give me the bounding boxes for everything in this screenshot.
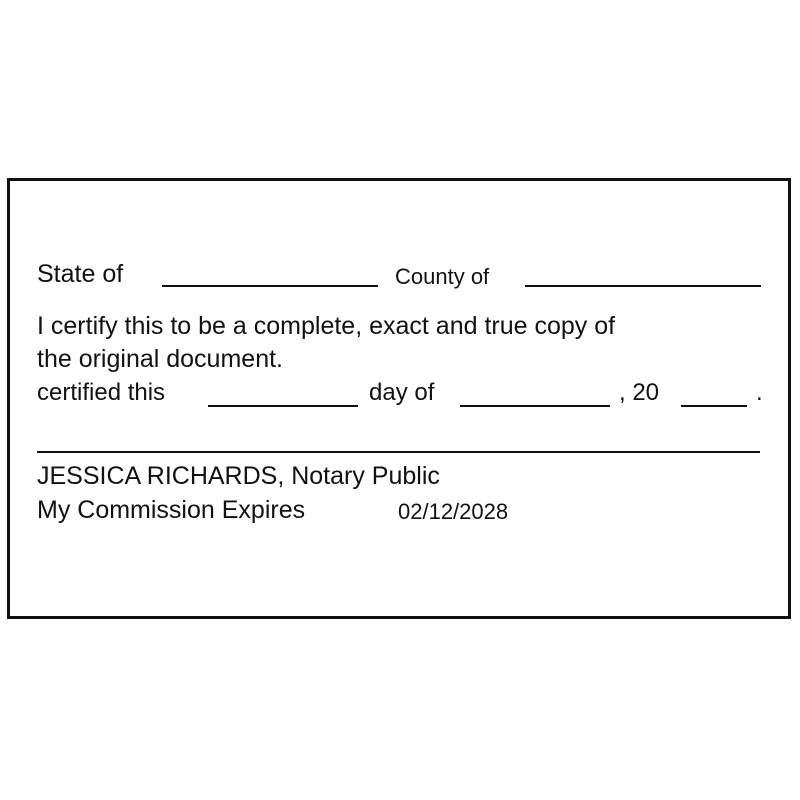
year-prefix: , 20	[619, 379, 660, 406]
commission-label: My Commission Expires	[37, 496, 306, 524]
certify-text-line-1: I certify this to be a complete, exact and true copy of	[37, 312, 616, 340]
notary-name: JESSICA RICHARDS, Notary Public	[37, 462, 440, 490]
notary-stamp	[7, 178, 791, 619]
period-mark: .	[756, 379, 763, 406]
county-label: County of	[395, 264, 490, 289]
state-blank	[162, 285, 378, 287]
month-blank	[460, 405, 610, 407]
county-blank	[525, 285, 761, 287]
year-blank	[681, 405, 747, 407]
certify-text-line-2: the original document.	[37, 345, 283, 373]
day-of-label: day of	[369, 379, 435, 406]
certified-day-blank	[208, 405, 358, 407]
commission-date: 02/12/2028	[398, 499, 509, 524]
certified-label: certified this	[37, 379, 166, 406]
state-label: State of	[37, 260, 124, 288]
signature-line	[37, 451, 760, 453]
